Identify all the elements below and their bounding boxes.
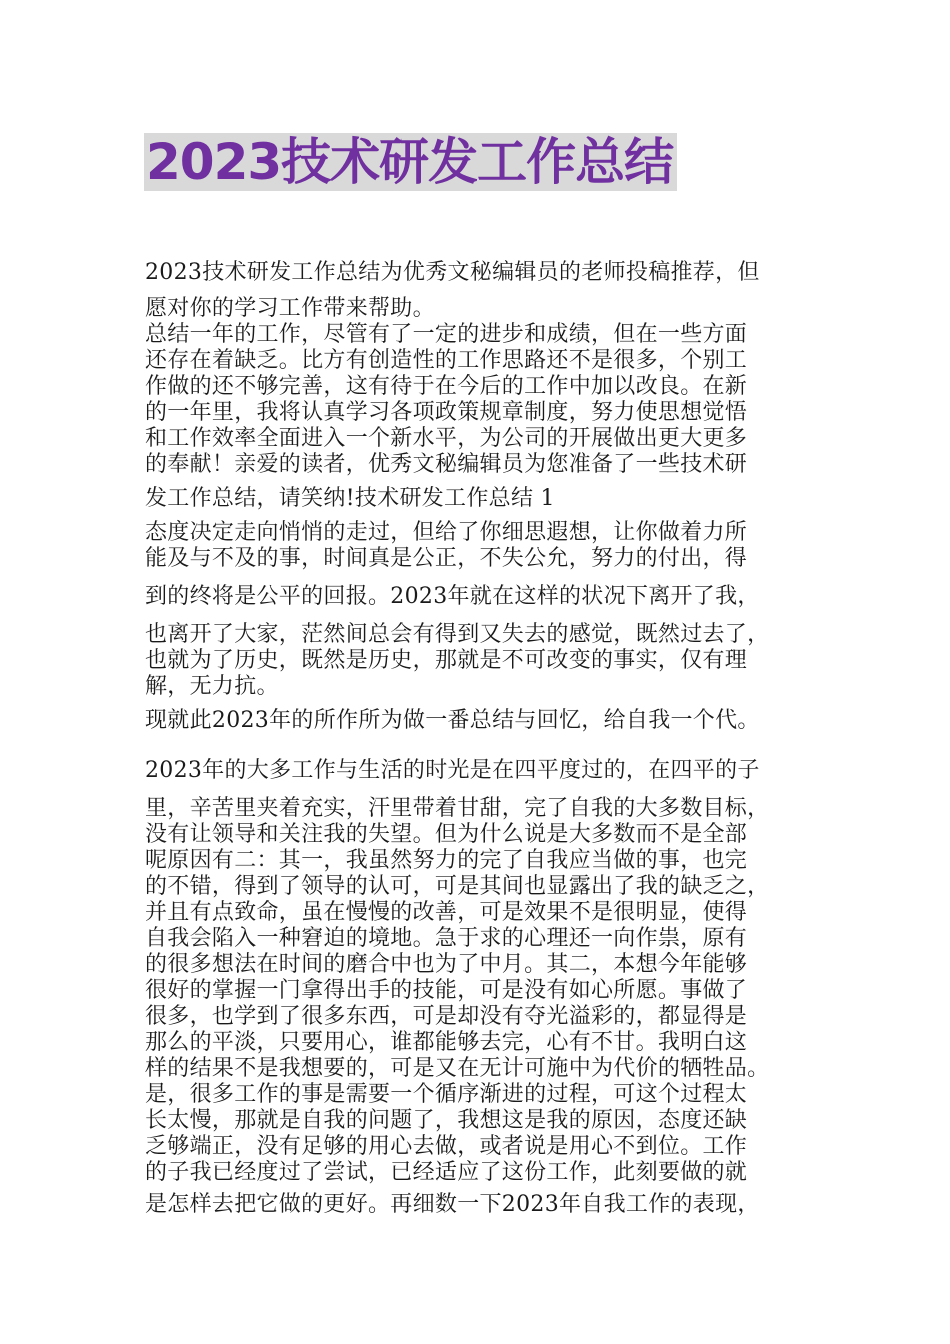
body-line: 的一年里，我将认真学习各项政策规章制度，努力使思想觉悟 bbox=[145, 400, 748, 425]
body-line: 也离开了大家，茫然间总会有得到又失去的感觉，既然过去了， bbox=[145, 622, 770, 647]
body-line: 自我会陷入一种窘迫的境地。急于求的心理还一向作祟，原有 bbox=[145, 926, 748, 951]
body-line: 那么的平淡，只要用心，谁都能够去完，心有不甘。我明白这 bbox=[145, 1030, 748, 1055]
document-title: 2023技术研发工作总结 bbox=[146, 133, 674, 191]
body-line: 也就为了历史，既然是历史，那就是不可改变的事实，仅有理 bbox=[145, 648, 748, 673]
body-line: 态度决定走向悄悄的走过，但给了你细思遐想，让你做着力所 bbox=[145, 520, 748, 545]
body-line: 样的结果不是我想要的，可是又在无计可施中为代价的牺牲品。 bbox=[145, 1056, 770, 1081]
body-line: 的不错，得到了领导的认可，可是其间也显露出了我的缺乏之， bbox=[145, 874, 770, 899]
body-line: 很好的掌握一门拿得出手的技能，可是没有如心所愿。事做了 bbox=[145, 978, 748, 1003]
body-line: 乏够端正，没有足够的用心去做，或者说是用心不到位。工作 bbox=[145, 1134, 748, 1159]
body-line: 是怎样去把它做的更好。再细数一下2023年自我工作的表现， bbox=[145, 1192, 760, 1217]
body-line: 呢原因有二：其一，我虽然努力的完了自我应当做的事，也完 bbox=[145, 848, 748, 873]
body-line: 没有让领导和关注我的失望。但为什么说是大多数而不是全部 bbox=[145, 822, 748, 847]
body-line: 能及与不及的事，时间真是公正，不失公允，努力的付出，得 bbox=[145, 546, 748, 571]
body-line: 现就此2023年的所作所为做一番总结与回忆，给自我一个代。 bbox=[145, 708, 760, 733]
body-line: 和工作效率全面进入一个新水平，为公司的开展做出更大更多 bbox=[145, 426, 748, 451]
body-line: 还存在着缺乏。比方有创造性的工作思路还不是很多，个别工 bbox=[145, 348, 748, 373]
body-line: 的很多想法在时间的磨合中也为了中月。其二，本想今年能够 bbox=[145, 952, 748, 977]
body-line: 2023年的大多工作与生活的时光是在四平度过的，在四平的子 bbox=[145, 758, 760, 783]
body-line: 作做的还不够完善，这有待于在今后的工作中加以改良。在新 bbox=[145, 374, 748, 399]
body-line: 是，很多工作的事是需要一个循序渐进的过程，可这个过程太 bbox=[145, 1082, 748, 1107]
body-line: 的奉献！亲爱的读者，优秀文秘编辑员为您准备了一些技术研 bbox=[145, 452, 748, 477]
body-line: 到的终将是公平的回报。2023年就在这样的状况下离开了我， bbox=[145, 584, 760, 609]
body-line: 2023技术研发工作总结为优秀文秘编辑员的老师投稿推荐，但 bbox=[145, 260, 760, 285]
body-line: 发工作总结，请笑纳!技术研发工作总结 1 bbox=[145, 486, 555, 511]
body-line: 并且有点致命，虽在慢慢的改善，可是效果不是很明显，使得 bbox=[145, 900, 748, 925]
body-line: 总结一年的工作，尽管有了一定的进步和成绩，但在一些方面 bbox=[145, 322, 748, 347]
title-highlight bbox=[144, 133, 677, 191]
body-line: 解，无力抗。 bbox=[145, 674, 279, 699]
body-line: 很多，也学到了很多东西，可是却没有夺光溢彩的，都显得是 bbox=[145, 1004, 748, 1029]
body-line: 长太慢，那就是自我的问题了，我想这是我的原因，态度还缺 bbox=[145, 1108, 748, 1133]
body-line: 愿对你的学习工作带来帮助。 bbox=[145, 296, 435, 321]
body-line: 里，辛苦里夹着充实，汗里带着甘甜，完了自我的大多数目标， bbox=[145, 796, 770, 821]
body-line: 的子我已经度过了尝试，已经适应了这份工作，此刻要做的就 bbox=[145, 1160, 748, 1185]
